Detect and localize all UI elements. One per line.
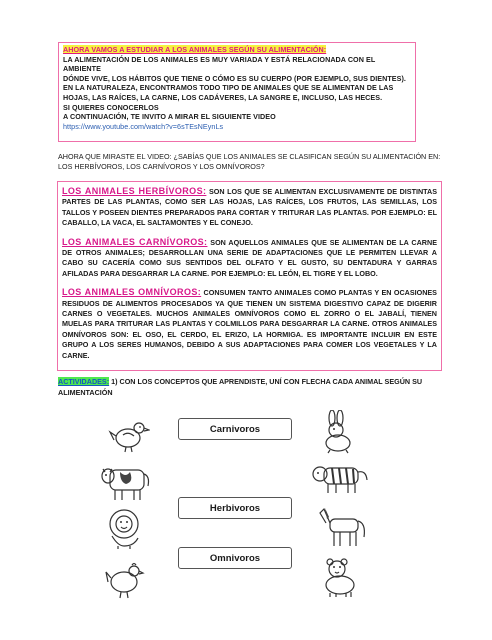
intro-box: [58, 42, 416, 142]
intro-line: A CONTINUACIÓN, TE INVITO A MIRAR EL SIGUIENTE VIDEO: [63, 112, 276, 122]
intro-line: LA ALIMENTACIÓN DE LOS ANIMALES ES MUY VARIADA Y ESTÁ RELACIONADA CON EL AMBIENTE: [63, 54, 376, 74]
intro-line: SI QUIERES CONOCERLOS: [63, 102, 159, 112]
label-omnivoros: Omnivoros: [178, 547, 292, 569]
omnivores-text: CONSUMEN TANTO ANIMALES COMO PLANTAS Y EN OCASIONES RESIDUOS DE ALIMENTOS PROCESADOS YA QUE TIENEN UN SISTEMA DIGESTIVO CAPAZ DE DIGERIR CARNES O VEGETALES. MUCHOS ANIMALES OMNÍVOROS COMO EL ZORRO O EL JABALÍ, TIENEN MUELAS PARA TRITURAR LAS PLANTAS Y COLMILLOS PARA DESGARRAR LA CARNE. OTROS ANIMALES OMNÍVOROS SON: EL OSO, EL CERDO, EL ERIZO, LA HORMIGA. ES IMPORTANTE INCLUIR EN ESTE GRUPO A LOS SERES HUMANOS, DEBIDO A SUS ADAPTACIONES PARA COMER LOS VEGETALES Y LA CARNE.: [62, 288, 437, 360]
rabbit-icon: [318, 410, 358, 454]
cow-icon: [100, 460, 156, 504]
activities-label: ACTIVIDADES:: [58, 377, 110, 386]
after-video-text: AHORA QUE MIRASTE EL VIDEO: ¿SABÍAS QUE LOS ANIMALES SE CLASIFICAN SEGÚN SU ALIMENTACIÓN EN: LOS HERBÍVOROS, LOS CARNÍVOROS Y LOS OMNÍVOROS?: [58, 152, 441, 171]
bird-icon: [108, 416, 150, 454]
categories-box: [57, 181, 442, 371]
horse-icon: [316, 503, 368, 549]
activities-text: ACTIVIDADES: 1) CON LOS CONCEPTOS QUE APRENDISTE, UNÍ CON FLECHA CADA ANIMAL SEGÚN SU ALIMENTACIÓN: [58, 377, 423, 397]
herbivores-heading: LOS ANIMALES HERBÍVOROS:: [62, 186, 207, 196]
carnivores-text: SON AQUELLOS ANIMALES QUE SE ALIMENTAN DE LA CARNE DE OTROS ANIMALES; DESARROLLAN UNA SERIE DE ADAPTACIONES QUE LE PERMITEN LLEVAR A CABO SU CACERÍA COMO SUS SENTIDOS DEL OLFATO Y EL GUSTO, SU DENTADURA Y GARRAS AFILADAS PARA DESGARRAR LA CARNE. POR EJEMPLO: EL LEÓN, EL TIGRE Y EL LOBO.: [62, 237, 437, 278]
lion-icon: [104, 506, 148, 550]
herbivores-text: SON LOS QUE SE ALIMENTAN EXCLUSIVAMENTE DE DISTINTAS PARTES DE LAS PLANTAS, COMO SER LAS HOJAS, LAS RAÍCES, LOS FRUTOS, LAS SEMILLAS, LOS TALLOS Y POSEEN DIENTES PREPARADOS PARA CORTAR Y TRITURAR LAS PLANTAS. POR EJEMPLO: EL CABALLO, LA VACA, EL SALTAMONTES Y EL CONEJO.: [62, 187, 437, 228]
tiger-icon: [310, 460, 370, 496]
hen-icon: [104, 560, 146, 600]
carnivores-paragraph: [62, 237, 437, 280]
video-link[interactable]: https://www.youtube.com/watch?v=6sTEsNEynLs: [63, 121, 224, 131]
omnivores-paragraph: [62, 287, 437, 361]
label-herbivoros: Herbivoros: [178, 497, 292, 519]
bear-icon: [318, 556, 362, 598]
intro-line: EN LA NATURALEZA, ENCONTRAMOS TODO TIPO DE ANIMALES QUE SE ALIMENTAN DE LAS HOJAS, LAS RAÍCES, LA CARNE, LOS CADÁVERES, LA SANGRE E, INCLUSO, LAS HECES.: [63, 83, 394, 102]
herbivores-paragraph: [62, 186, 437, 229]
label-carnivoros: Carnivoros: [178, 418, 292, 440]
carnivores-heading: LOS ANIMALES CARNÍVOROS:: [62, 236, 208, 247]
intro-title: AHORA VAMOS A ESTUDIAR A LOS ANIMALES SEGÚN SU ALIMENTACIÓN:: [63, 45, 327, 54]
intro-line: DÓNDE VIVE, LOS HÁBITOS QUE TIENE O CÓMO ES SU CUERPO (POR EJEMPLO, SUS DIENTES).: [63, 73, 406, 83]
omnivores-heading: LOS ANIMALES OMNÍVOROS:: [62, 287, 202, 298]
